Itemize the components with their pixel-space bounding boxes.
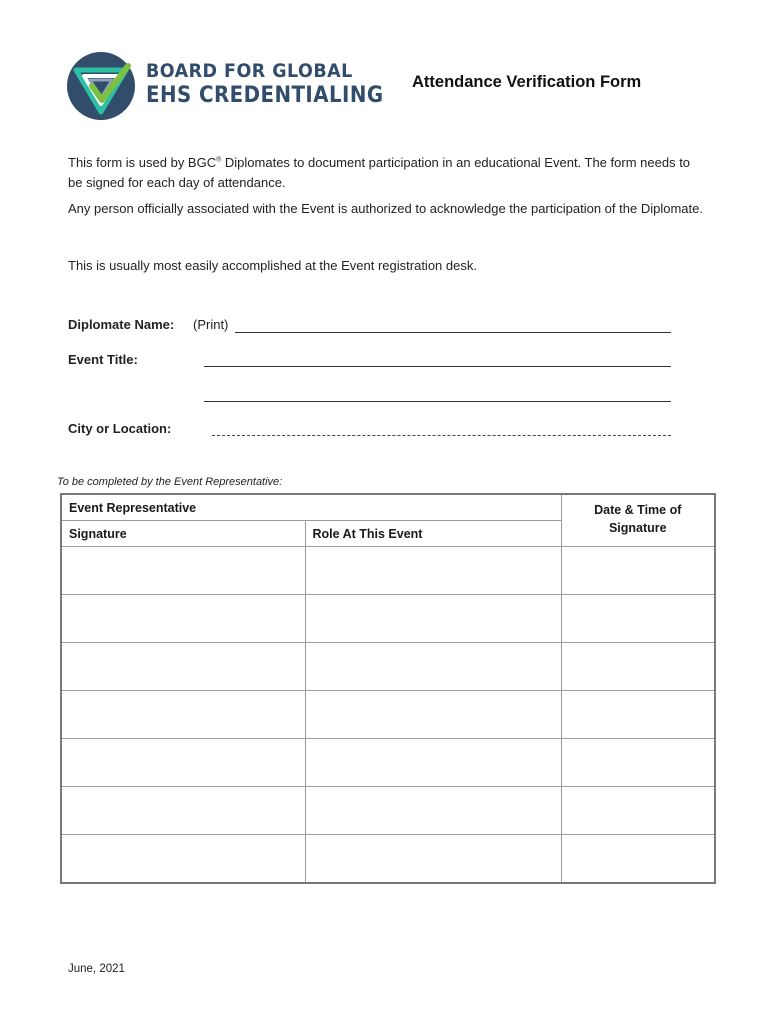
signature-header: Signature xyxy=(61,521,305,547)
role-cell[interactable] xyxy=(305,787,561,835)
date-time-header-line-1: Date & Time of xyxy=(594,503,682,517)
table-row xyxy=(61,643,715,691)
signature-cell[interactable] xyxy=(61,691,305,739)
diplomate-name-label: Diplomate Name: xyxy=(68,317,175,332)
signature-cell[interactable] xyxy=(61,643,305,691)
role-cell[interactable] xyxy=(305,595,561,643)
table-row xyxy=(61,595,715,643)
date-time-header xyxy=(561,494,715,547)
table-row xyxy=(61,787,715,835)
date-time-cell[interactable] xyxy=(561,691,715,739)
registration-desk-paragraph: This is usually most easily accomplished at the Event registration desk. xyxy=(68,258,477,273)
signature-cell[interactable] xyxy=(61,595,305,643)
form-title: Attendance Verification Form xyxy=(412,73,642,91)
city-location-label: City or Location: xyxy=(68,421,172,436)
event-title-line-1[interactable] xyxy=(204,366,671,367)
print-hint: (Print) xyxy=(193,317,229,332)
event-title-line-2[interactable] xyxy=(204,401,671,402)
role-header: Role At This Event xyxy=(305,521,561,547)
signature-cell[interactable] xyxy=(61,835,305,884)
representative-signature-table xyxy=(60,493,716,884)
diplomate-name-line[interactable] xyxy=(235,332,671,333)
date-time-cell[interactable] xyxy=(561,739,715,787)
role-cell[interactable] xyxy=(305,691,561,739)
event-title-label: Event Title: xyxy=(68,352,138,367)
role-cell[interactable] xyxy=(305,739,561,787)
role-cell[interactable] xyxy=(305,547,561,595)
footer-date: June, 2021 xyxy=(68,963,125,975)
logo-line-2: EHS CREDENTIALING xyxy=(146,82,384,108)
city-location-line[interactable] xyxy=(212,435,671,436)
date-time-cell[interactable] xyxy=(561,835,715,884)
intro-text-end: Diplomates to document participation in an educational Event. The form needs to be signed for each day of attendance. xyxy=(68,155,691,190)
logo-line-1: BOARD FOR GLOBAL xyxy=(146,60,353,82)
signature-cell[interactable] xyxy=(61,547,305,595)
table-row xyxy=(61,739,715,787)
role-cell[interactable] xyxy=(305,835,561,884)
date-time-cell[interactable] xyxy=(561,547,715,595)
table-row xyxy=(61,547,715,595)
bgc-logo-wordmark xyxy=(146,60,416,108)
date-time-cell[interactable] xyxy=(561,595,715,643)
date-time-cell[interactable] xyxy=(561,643,715,691)
table-row xyxy=(61,835,715,884)
bgc-logo-emblem-icon xyxy=(66,50,136,122)
representative-note: To be completed by the Event Representative: xyxy=(57,476,283,488)
intro-paragraph xyxy=(68,153,708,192)
event-representative-header: Event Representative xyxy=(61,494,561,521)
representative-rows xyxy=(61,547,715,884)
signature-cell[interactable] xyxy=(61,787,305,835)
table-row xyxy=(61,691,715,739)
authorization-paragraph: Any person officially associated with the Event is authorized to acknowledge the participation of the Diplomate. xyxy=(68,201,703,216)
registered-mark: ® xyxy=(216,156,222,164)
date-time-header-line-2: Signature xyxy=(608,521,667,535)
date-time-cell[interactable] xyxy=(561,787,715,835)
intro-text-start: This form is used by BGC xyxy=(68,155,217,170)
signature-cell[interactable] xyxy=(61,739,305,787)
role-cell[interactable] xyxy=(305,643,561,691)
